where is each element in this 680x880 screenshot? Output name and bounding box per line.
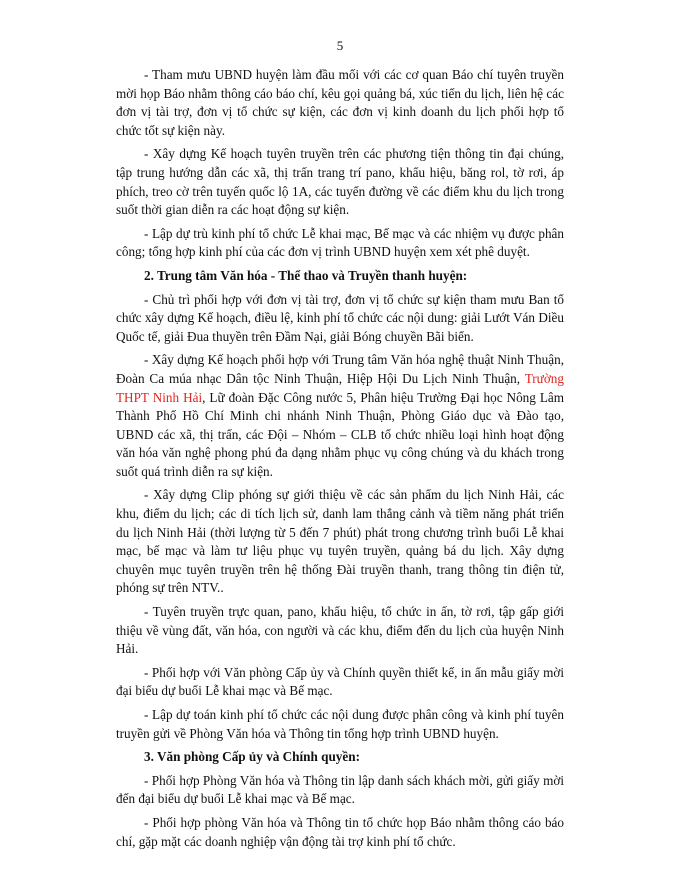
paragraph-text: - Xây dựng Kế hoạch phối hợp với Trung tâm Văn hóa nghệ thuật Ninh Thuận, Đoàn Ca múa nhạc Dân tộc Ninh Thuận, Hiệp Hội Du Lịch Ninh Thuận, xyxy=(116,352,564,386)
highlighted-school-name: Trường THPT Ninh Hải xyxy=(116,370,564,405)
paragraph: - Phối hợp với Văn phòng Cấp ủy và Chính quyền thiết kế, in ấn mẫu giấy mời đại biểu dự buổi Lễ khai mạc và Bế mạc. xyxy=(116,664,564,699)
paragraph: - Xây dựng Clip phóng sự giới thiệu về các sản phẩm du lịch Ninh Hải, các khu, điểm du lịch; các di tích lịch sử, danh lam thắng cảnh và tiềm năng phát triển du lịch Ninh Hải (thời lượng từ 5 đến 7 phút) phát trong chương trình buổi Lễ khai mạc, bế mạc và làm tư liệu phục vụ tuyên truyền, quảng bá du lịch. Xây dựng chuyên mục tuyên truyền trên hệ thống Đài truyền thanh, trang thông tin điện tử, phóng sự trên NTV.. xyxy=(116,487,564,596)
document-body xyxy=(116,66,564,856)
paragraph: - Xây dựng Kế hoạch tuyên truyền trên các phương tiện thông tin đại chúng, tập trung hướng dẫn các xã, thị trấn trang trí pano, khẩu hiệu, băng rol, tờ rơi, áp phích, treo cờ trên tuyến quốc lộ 1A, các tuyến đường về các điểm khu du lịch trong suốt thời gian diễn ra các hoạt động sự kiện. xyxy=(116,146,564,218)
paragraph: - Tham mưu UBND huyện làm đầu mối với các cơ quan Báo chí tuyên truyền mời họp Báo nhằm thông cáo báo chí, kêu gọi quảng bá, xúc tiến du lịch, liên hệ các đơn vị tài trợ, đơn vị tổ chức sự kiện, các đơn vị kinh doanh du lịch phối hợp tổ chức tốt sự kiện này. xyxy=(116,67,564,138)
paragraph: - Lập dự toán kinh phí tổ chức các nội dung được phân công và kinh phí tuyên truyền gửi về Phòng Văn hóa và Thông tin tổng hợp trình UBND huyện. xyxy=(116,707,564,741)
paragraph: - Tuyên truyền trực quan, pano, khẩu hiệu, tổ chức in ấn, tờ rơi, tập gấp giới thiệu về vùng đất, văn hóa, con người và các khu, điểm đến du lịch của huyện Ninh Hải. xyxy=(116,604,564,657)
paragraph xyxy=(116,351,564,481)
paragraph: - Phối hợp Phòng Văn hóa và Thông tin lập danh sách khách mời, gửi giấy mời đến đại biểu dự buổi Lễ khai mạc và Bế mạc. xyxy=(116,772,564,807)
paragraph: - Chủ trì phối hợp với đơn vị tài trợ, đơn vị tổ chức sự kiện tham mưu Ban tổ chức xây dựng Kế hoạch, điều lệ, kinh phí tổ chức các nội dung: giải Lướt Ván Diều Quốc tế, giải Đua thuyền trên Đầm Nại, giải Bóng chuyền Bãi biển. xyxy=(116,291,564,344)
paragraph: - Lập dự trù kinh phí tổ chức Lễ khai mạc, Bế mạc và các nhiệm vụ được phân công; tổng hợp kinh phí của các đơn vị trình UBND huyện xem xét phê duyệt. xyxy=(116,225,564,260)
page-number: 5 xyxy=(336,38,344,53)
section-heading: 3. Văn phòng Cấp ủy và Chính quyền: xyxy=(144,749,360,765)
paragraph-text: , Lữ đoàn Đặc Công nước 5, Phân hiệu Trường Đại học Nông Lâm Thành Phố Hồ Chí Minh chi nhánh Ninh Thuận, Phòng Giáo dục và Đào tạo, UBND các xã, thị trấn, các Đội – Nhóm – CLB tổ chức nhiều loại hình hoạt động văn hóa văn nghệ phong phú đa dạng nhằm phục vụ công chúng và du khách trong suốt quá trình diễn ra sự kiện. xyxy=(116,389,564,479)
section-heading: 2. Trung tâm Văn hóa - Thể thao và Truyền thanh huyện: xyxy=(144,267,468,283)
paragraph: - Phối hợp phòng Văn hóa và Thông tin tổ chức họp Báo nhằm thông cáo báo chí, gặp mặt các doanh nghiệp vận động tài trợ kinh phí tổ chức. xyxy=(116,814,564,849)
